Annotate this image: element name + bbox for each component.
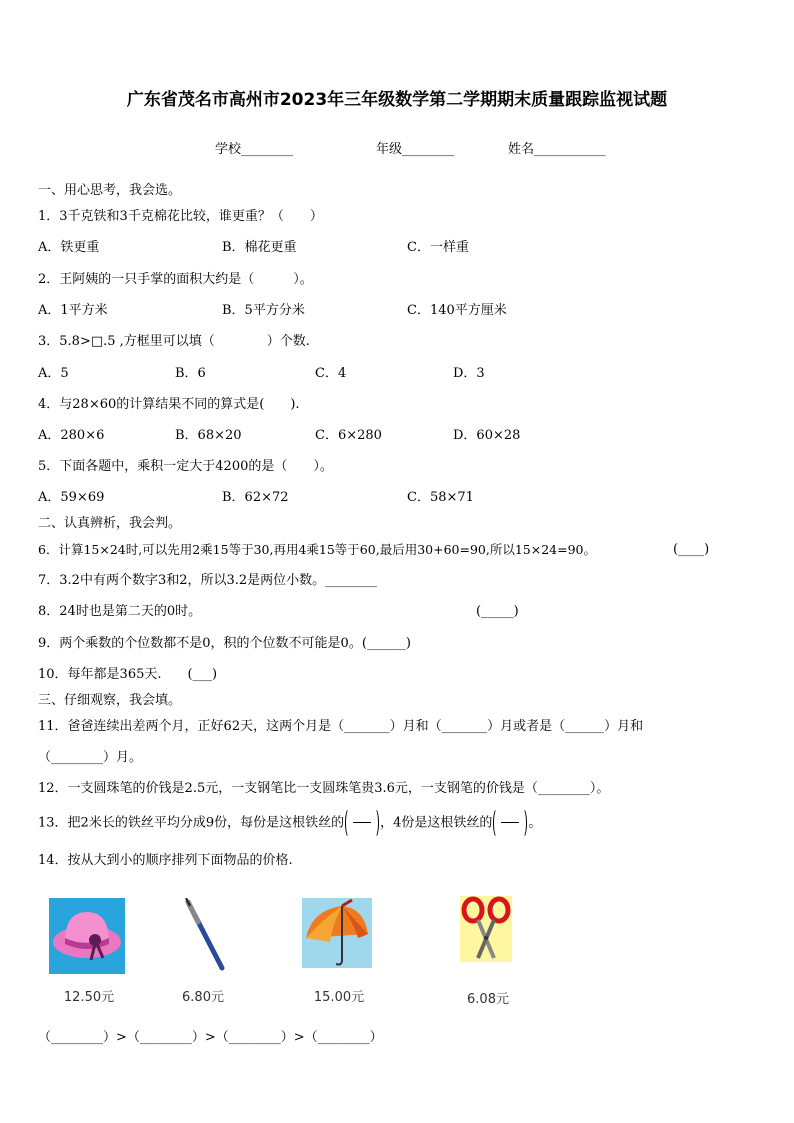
question-13 [38,808,541,839]
q4-option-d[interactable]: D．60×28 [453,428,521,443]
pen-price: 6.80元 [182,990,224,1005]
hat-price: 12.50元 [63,990,115,1005]
q1-option-a[interactable]: A．铁更重 [38,240,100,255]
q13-fraction-blank-1[interactable] [345,808,379,838]
question-7: 7．3.2中有两个数字3和2，所以3.2是两位小数。________ [38,573,378,588]
q13-text-2: ，4份是这根铁丝的 [380,815,493,831]
q4-option-c[interactable]: C．6×280 [315,428,382,443]
q2-option-c[interactable]: C．140平方厘米 [407,303,507,318]
question-12: 12．一支圆珠笔的价钱是2.5元，一支钢笔比一支圆珠笔贵3.6元，一支钢笔的价钱是（________）。 [38,781,610,796]
q4-option-b[interactable]: B．68×20 [175,428,242,443]
question-6: 6．计算15×24时,可以先用2乘15等于30,再用4乘15等于60,最后用30+60=90,所以15×24=90。 [38,542,596,557]
q13-text-3: 。 [528,815,542,831]
question-4: 4．与28×60的计算结果不同的算式是( ). [38,397,300,412]
q4-option-a[interactable]: A．280×6 [38,428,105,443]
q5-option-a[interactable]: A．59×69 [38,490,105,505]
q13-text-1: 13．把2米长的铁丝平均分成9份，每份是这根铁丝的 [38,815,345,831]
q5-option-b[interactable]: B．62×72 [222,490,289,505]
q1-option-c[interactable]: C．一样重 [407,240,469,255]
scissors-price: 6.08元 [467,992,509,1007]
q3-option-c[interactable]: C．4 [315,366,347,381]
pen-icon [170,898,246,974]
question-5: 5．下面各题中，乘积一定大于4200的是（ ）。 [38,459,333,474]
school-field[interactable]: 学校________ [215,142,294,157]
question-3: 3．5.8>□.5 ,方框里可以填（ ）个数. [38,334,310,349]
umbrella-icon [302,898,372,968]
question-11-continued: （________）月。 [38,750,143,765]
section-3-heading: 三、仔细观察，我会填。 [38,693,182,708]
q2-option-a[interactable]: A．1平方米 [38,303,108,318]
q13-fraction-blank-2[interactable] [493,808,527,838]
q3-option-a[interactable]: A．5 [38,366,69,381]
hat-icon [49,898,125,974]
q3-option-d[interactable]: D．3 [453,366,485,381]
question-11: 11．爸爸连续出差两个月，正好62天，这两个月是（_______）月和（_______）月或者是（______）月和 [38,719,644,734]
question-14: 14．按从大到小的顺序排列下面物品的价格. [38,853,293,868]
question-1: 1．3千克铁和3千克棉花比较，谁更重？（ ） [38,209,323,224]
q8-answer-blank[interactable]: (_____) [476,604,519,619]
section-1-heading: 一、用心思考，我会选。 [38,183,182,198]
q5-option-c[interactable]: C．58×71 [407,490,474,505]
name-field[interactable]: 姓名___________ [508,142,606,157]
page-title: 广东省茂名市高州市2023年三年级数学第二学期期末质量跟踪监视试题 [126,90,668,110]
q3-option-b[interactable]: B．6 [175,366,206,381]
section-2-heading: 二、认真辨析，我会判。 [38,516,182,531]
q6-answer-blank[interactable]: (____) [673,542,710,557]
grade-field[interactable]: 年级________ [376,142,455,157]
umbrella-price: 15.00元 [313,990,365,1005]
q14-order-answer-line[interactable]: （________）>（________）>（________）>（________） [38,1030,383,1045]
question-10: 10．每年都是365天. (___) [38,667,218,682]
question-8: 8．24时也是第二天的0时。 [38,604,202,619]
scissors-icon [460,896,512,962]
question-2: 2．王阿姨的一只手掌的面积大约是（ ）。 [38,272,313,287]
question-9: 9．两个乘数的个位数都不是0，积的个位数不可能是0。(______) [38,636,411,651]
q1-option-b[interactable]: B．棉花更重 [222,240,297,255]
q2-option-b[interactable]: B．5平方分米 [222,303,305,318]
